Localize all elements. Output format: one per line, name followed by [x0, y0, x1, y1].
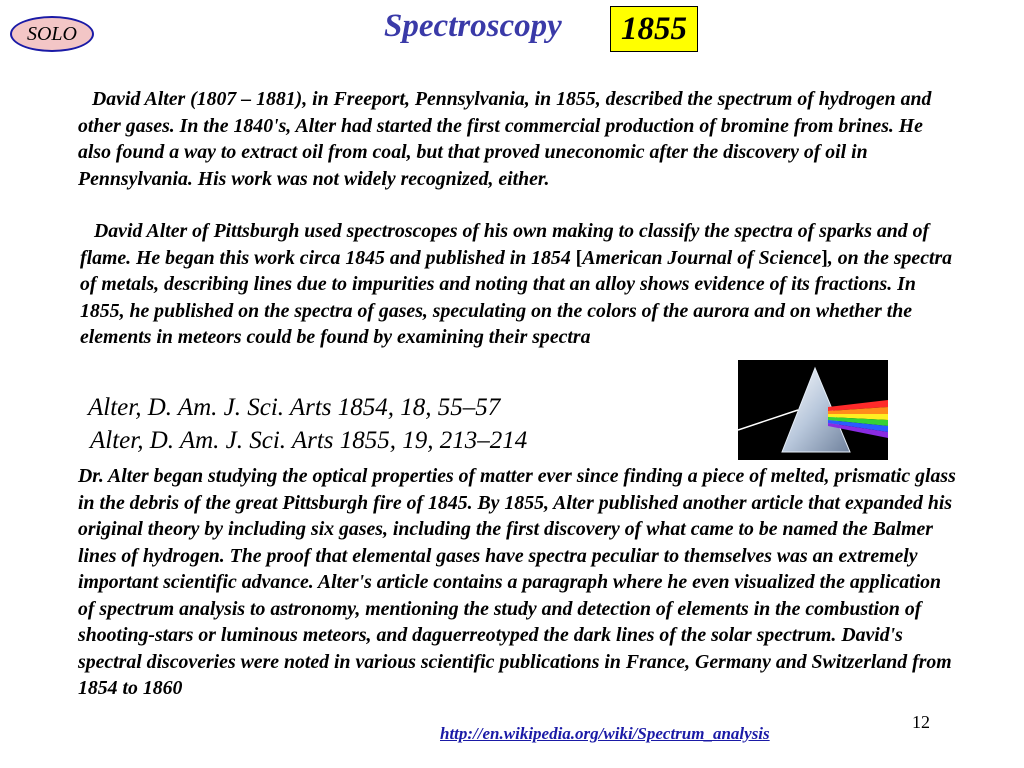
paragraph-spectroscopes-text-end: , on the spectra of metals, describing lines due to impurities and noting that an alloy shows evidence of its fractions. In 1855, he published on the spectra of gases, speculating on the colors of the aurora and on whether the elements in meteors could be found by examining their spectra	[80, 246, 953, 348]
page-title: Spectroscopy	[384, 8, 562, 44]
reference-1854: Alter, D. Am. J. Sci. Arts 1854, 18, 55–57	[88, 394, 501, 421]
paragraph-alter-bio-text: David Alter (1807 – 1881), in Freeport, Pennsylvania, in 1855, described the spectrum of hydrogen and other gases. In the 1840's, Alter had started the first commercial production of bromine from brines. He also found a way to extract oil from coal, but that proved uneconomic after the discovery of oil in Pennsylvania. His work was not widely recognized, either.	[78, 88, 932, 190]
prism-dispersion-icon	[738, 360, 888, 460]
reference-1855: Alter, D. Am. J. Sci. Arts 1855, 19, 213–214	[90, 427, 528, 454]
paragraph-alter-bio	[78, 86, 958, 192]
paragraph-spectroscopes	[80, 218, 960, 351]
year-box: 1855	[610, 6, 698, 52]
prism-illustration	[738, 360, 888, 460]
wikipedia-link[interactable]: http://en.wikipedia.org/wiki/Spectrum_analysis	[440, 724, 770, 743]
bracket-open: [	[575, 246, 583, 269]
page-number: 12	[912, 712, 930, 732]
bracket-close: ]	[821, 246, 828, 269]
journal-name: American Journal of Science	[582, 246, 822, 269]
paragraph-optical-properties: Dr. Alter began studying the optical properties of matter ever since finding a piece of melted, prismatic glass in the debris of the great Pittsburgh fire of 1845. By 1855, Alter published another article that expanded his original theory by including six gases, including the first discovery of what came to be named the Balmer lines of hydrogen. The proof that elemental gases have spectra peculiar to themselves was an extremely important scientific advance. Alter's article contains a paragraph where he even visualized the application of spectrum analysis to astronomy, mentioning the study and detection of elements in the combustion of shooting-stars or luminous meteors, and daguerreotyped the dark lines of the solar spectrum. David's spectral discoveries were noted in various scientific publications in France, Germany and Switzerland from 1854 to 1860	[78, 465, 956, 699]
paragraph-spectroscopes-text-start: David Alter of Pittsburgh used spectroscopes of his own making to classify the spectra of sparks and of flame. He began this work circa 1845 and published in 1854	[80, 220, 930, 269]
solo-badge: SOLO	[10, 16, 94, 52]
